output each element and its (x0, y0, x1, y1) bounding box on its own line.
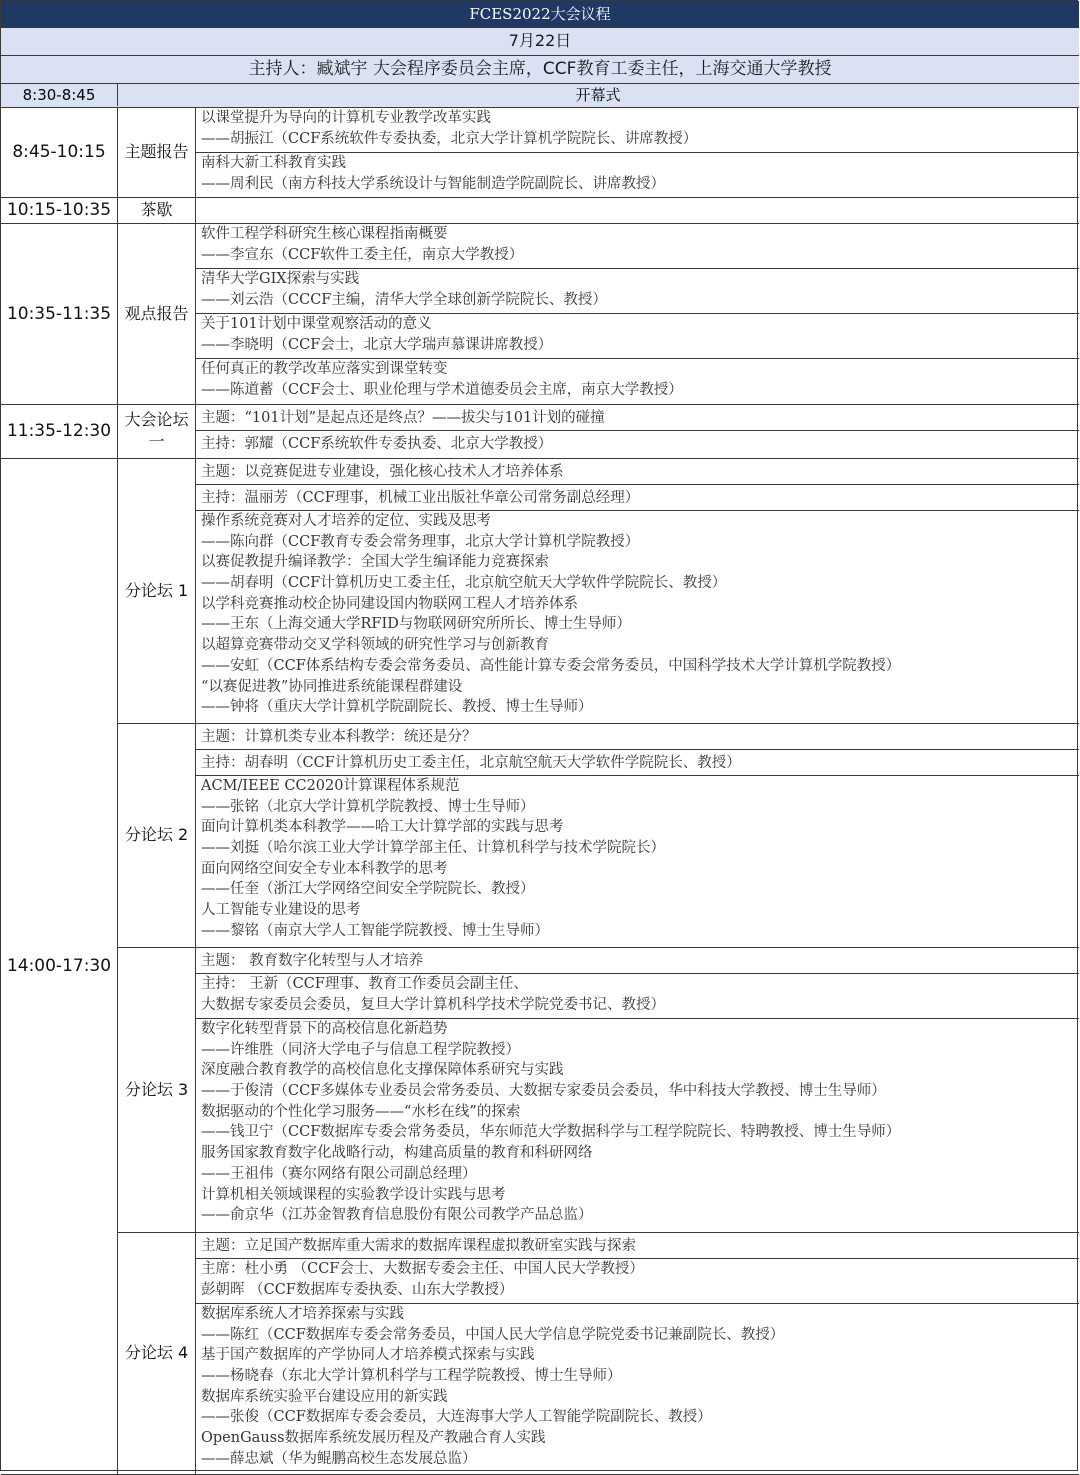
agenda-host: 主持人：臧斌宇 大会程序委员会主席，CCF教育工委主任，上海交通大学教授 (1, 55, 1079, 83)
cell-line: 任何真正的教学改革应落实到课堂转变 (201, 361, 448, 377)
cell-line: ——钟将（重庆大学计算机学院副院长、教授、博士生导师） (201, 699, 593, 716)
cell-line: ——杨晓春（东北大学计算机科学与工程学院教授、博士生导师） (201, 1368, 622, 1385)
cell-line: 主持： 王新（CCF理事、教育工作委员会副主任、 (201, 976, 528, 992)
cell-line: 南科大新工科教育实践 (201, 155, 346, 171)
cell-line: ——钱卫宁（CCF数据库专委会常务委员，华东师范大学数据科学与工程学院院长、特聘教授、博士生导师） (201, 1124, 901, 1141)
agenda-cell (201, 153, 1073, 196)
cell-line: ——陈向群（CCF教育专委会常务理事，北京大学计算机学院教授） (201, 533, 640, 550)
opening-label: 开幕式 (575, 86, 621, 104)
cell-line: 主席：杜小勇 （CCF会士、大数据专委会主任、中国人民大学教授） (201, 1261, 644, 1277)
cell-line: ——周利民（南方科技大学系统设计与智能制造学院副院长、讲席教授） (201, 175, 665, 192)
cell-line: 以超算竞赛带动交叉学科领域的研究性学习与创新教育 (201, 637, 549, 654)
agenda-cell (201, 776, 1073, 946)
forum-label: 分论坛 2 (124, 825, 189, 844)
forum-label: 分论坛 4 (124, 1343, 189, 1362)
cell-line: ——薛忠斌（华为鲲鹏高校生态发展总监） (201, 1450, 477, 1467)
cell-line: 人工智能专业建设的思考 (201, 902, 361, 919)
agenda-cell (201, 1304, 1073, 1473)
cell-line: 数据库系统人才培养探索与实践 (201, 1306, 404, 1322)
cell-line: ——胡振江（CCF系统软件专委执委，北京大学计算机学院院长、讲席教授） (201, 130, 698, 147)
cell-line: 数据驱动的个性化学习服务——“水杉在线”的探索 (201, 1103, 521, 1120)
cell-line: 深度融合教育教学的高校信息化支撑保障体系研究与实践 (201, 1062, 564, 1079)
agenda-cell (201, 405, 1073, 429)
cell-line: 主题：以竞赛促进专业建设，强化核心技术人才培养体系 (201, 464, 564, 480)
agenda-cell (201, 724, 1073, 748)
cell-line: 主持：郭耀（CCF系统软件专委执委、北京大学教授） (201, 436, 553, 452)
forum-label: 分论坛 1 (124, 580, 189, 600)
cell-line: 彭朝晖 （CCF数据库专委执委、山东大学教授） (201, 1281, 514, 1298)
agenda-date: 7月22日 (1, 27, 1079, 55)
cell-line: ACM/IEEE CC2020计算课程体系规范 (201, 778, 460, 794)
cell-line: ——黎铭（南京大学人工智能学院教授、博士生导师） (201, 922, 549, 939)
cell-line: 数字化转型背景下的高校信息化新趋势 (201, 1021, 448, 1037)
column-divider (195, 107, 196, 1474)
cell-line: ——王东（上海交通大学RFID与物联网研究所所长、博士生导师） (201, 616, 631, 633)
cell-line: 主题：计算机类专业本科教学：统还是分？ (201, 729, 477, 745)
cell-line: 关于101计划中课堂观察活动的意义 (201, 316, 432, 332)
session-category: 主题报告 (124, 142, 189, 161)
cell-line: 基于国产数据库的产学协同人才培养模式探索与实践 (201, 1347, 535, 1364)
cell-line: 面向计算机类本科教学——哈工大计算学部的实践与思考 (201, 819, 564, 836)
cell-line: 大数据专家委员会委员，复旦大学计算机科学技术学院党委书记、教授） (201, 996, 665, 1013)
agenda-cell (201, 948, 1073, 972)
agenda-cell (201, 974, 1073, 1017)
session-category: 观点报告 (124, 303, 189, 323)
cell-line: 主题：立足国产数据库重大需求的数据库课程虚拟教研室实践与探索 (201, 1238, 636, 1254)
session-time: 10:15-10:35 (6, 200, 112, 220)
agenda-cell (201, 359, 1073, 403)
cell-line: 计算机相关领域课程的实验教学设计实践与思考 (201, 1186, 506, 1203)
cell-line: ——张俊（CCF数据库专委会委员，大连海事大学人工智能学院副院长、教授） (201, 1409, 712, 1426)
agenda-cell (201, 314, 1073, 357)
cell-line: 清华大学GIX探索与实践 (201, 271, 360, 287)
opening-row (1, 83, 1079, 107)
session-time: 10:35-11:35 (6, 303, 112, 324)
session-time: 8:45-10:15 (12, 142, 106, 162)
cell-line: 主题：“101计划”是起点还是终点？——拔尖与101计划的碰撞 (201, 410, 605, 426)
agenda-cell (201, 511, 1073, 722)
cell-line: ——陈红（CCF数据库专委会常务委员，中国人民大学信息学院党委书记兼副院长、教授） (201, 1326, 785, 1343)
cell-line: 主持：胡春明（CCF计算机历史工委主任，北京航空航天大学软件学院院长、教授） (201, 755, 741, 771)
agenda-cell (201, 108, 1073, 151)
opening-time: 8:30-8:45 (1, 84, 118, 106)
cell-line: ——张铭（北京大学计算机学院教授、博士生导师） (201, 798, 535, 815)
session-category: 大会论坛一 (124, 410, 189, 451)
cell-line: 数据库系统实验平台建设应用的新实践 (201, 1388, 448, 1405)
forum-label: 分论坛 3 (124, 1079, 189, 1099)
cell-line: ——王祖伟（赛尔网络有限公司副总经理） (201, 1165, 477, 1182)
agenda-cell (201, 1019, 1073, 1231)
cell-line: ——胡春明（CCF计算机历史工委主任，北京航空航天大学软件学院院长、教授） (201, 575, 727, 592)
cell-line: 主题： 教育数字化转型与人才培养 (201, 953, 424, 969)
cell-line: 面向网络空间安全专业本科教学的思考 (201, 860, 448, 877)
cell-line: ——刘云浩（CCCF主编，清华大学全球创新学院院长、教授） (201, 291, 607, 308)
cell-line: ——李宣东（CCF软件工委主任，南京大学教授） (201, 246, 524, 263)
cell-line: 以赛促教提升编译教学：全国大学生编译能力竞赛探索 (201, 554, 549, 571)
cell-line: 以学科竞赛推动校企协同建设国内物联网工程人才培养体系 (201, 595, 578, 612)
cell-line: ——安虹（CCF体系结构专委会常务委员、高性能计算专委会常务委员，中国科学技术大学计算机学院教授） (201, 657, 901, 674)
session-time: 11:35-12:30 (6, 421, 112, 441)
cell-line: 操作系统竞赛对人才培养的定位、实践及思考 (201, 513, 491, 529)
cell-line: ——陈道蓄（CCF会士、职业伦理与学术道德委员会主席，南京大学教授） (201, 381, 683, 398)
agenda-cell (201, 1259, 1073, 1302)
agenda-cell (201, 1233, 1073, 1257)
agenda-cell (201, 431, 1073, 457)
cell-line: OpenGauss数据库系统发展历程及产教融合育人实践 (201, 1430, 546, 1447)
column-divider (117, 107, 118, 1474)
agenda-cell (201, 224, 1073, 267)
agenda-title: FCES2022大会议程 (1, 1, 1079, 27)
cell-line: ——于俊清（CCF多媒体专业委员会常务委员、大数据专家委员会委员，华中科技大学教授、博士生导师） (201, 1083, 886, 1100)
cell-line: ——许维胜（同济大学电子与信息工程学院教授） (201, 1041, 520, 1058)
session-time: 14:00-17:30 (6, 956, 112, 976)
agenda-cell (201, 750, 1073, 774)
cell-line: ——俞京华（江苏金智教育信息股份有限公司教学产品总监） (201, 1207, 593, 1224)
cell-line: ——刘挺（哈尔滨工业大学计算学部主任、计算机科学与技术学院院长） (201, 840, 665, 857)
cell-line: 主持：温丽芳（CCF理事，机械工业出版社华章公司常务副总经理） (201, 490, 640, 506)
cell-line: ——李晓明（CCF会士，北京大学瑞声慕课讲席教授） (201, 336, 553, 353)
cell-line: “以赛促进教”协同推进系统能课程群建设 (201, 678, 463, 695)
agenda-cell (201, 459, 1073, 483)
agenda-cell (201, 485, 1073, 509)
cell-line: ——任奎（浙江大学网络空间安全学院院长、教授） (201, 881, 535, 898)
cell-line: 以课堂提升为导向的计算机专业教学改革实践 (201, 110, 491, 126)
cell-line: 软件工程学科研究生核心课程指南概要 (201, 226, 448, 242)
cell-line: 服务国家教育数字化战略行动，构建高质量的教育和科研网络 (201, 1145, 593, 1162)
session-category: 茶歇 (140, 200, 173, 219)
agenda-cell (201, 269, 1073, 312)
